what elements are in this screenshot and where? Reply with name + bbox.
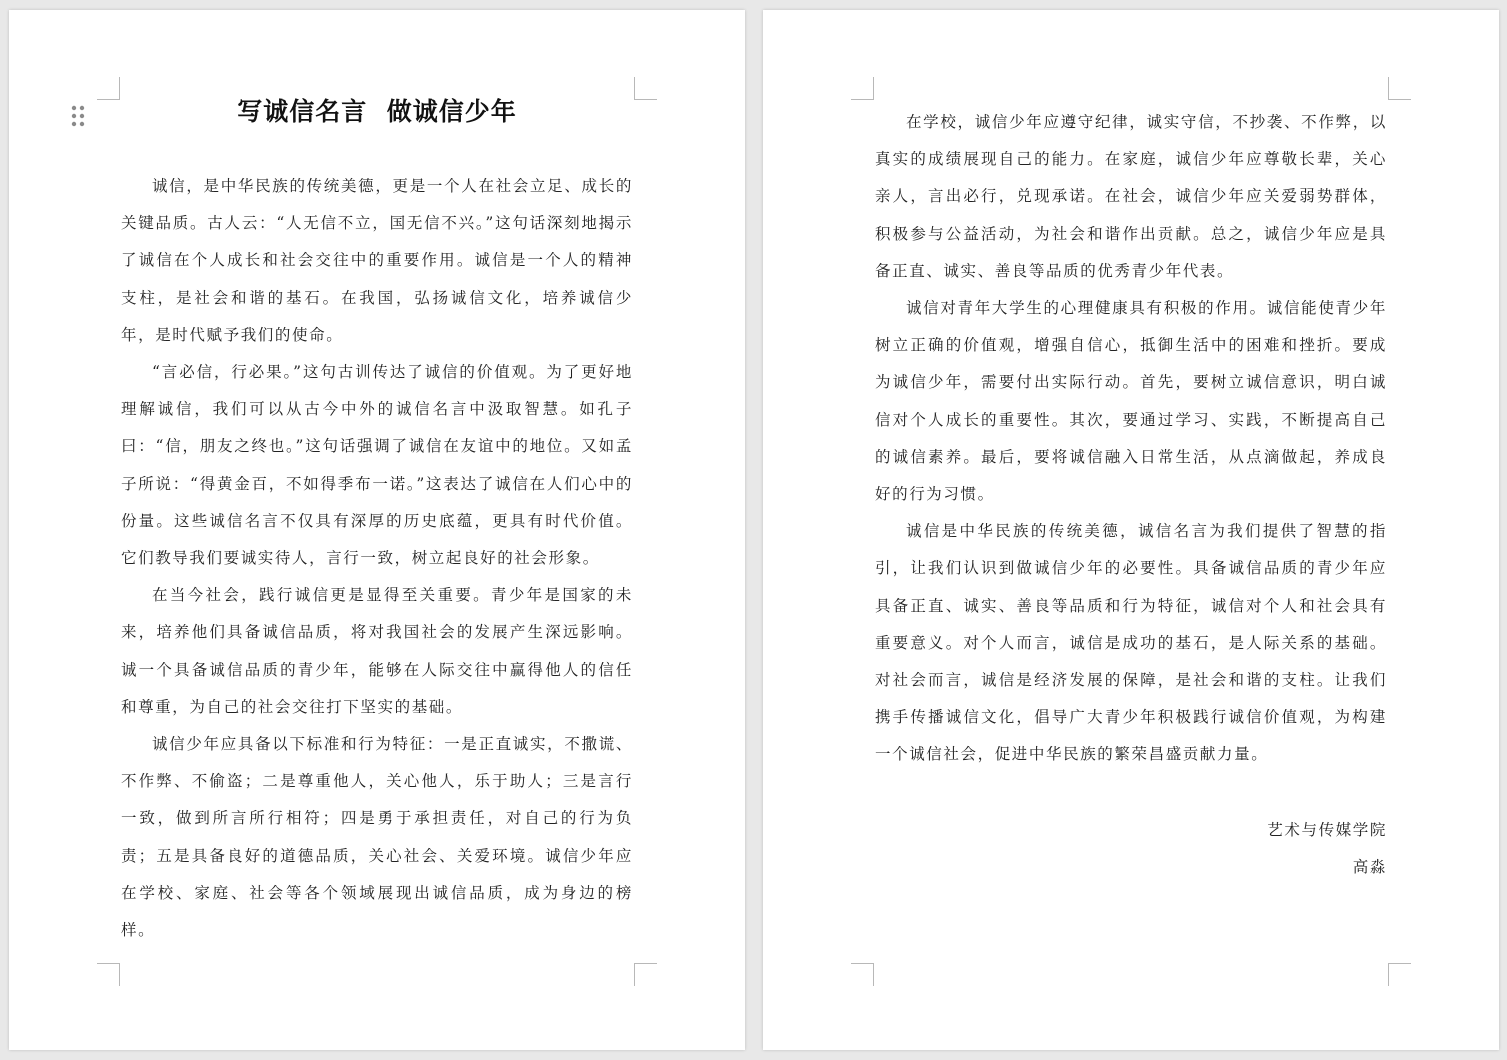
margin-corner-top-left (851, 77, 874, 100)
margin-corner-top-right (1388, 77, 1411, 100)
paragraph[interactable]: 在学校，诚信少年应遵守纪律，诚实守信，不抄袭、不作弊，以真实的成绩展现自己的能力。在家庭，诚信少年应尊敬长辈，关心亲人，言出必行，兑现承诺。在社会，诚信少年应关爱弱势群体，积极参与公益活动，为社会和谐作出贡献。总之，诚信少年应是具备正直、诚实、善良等品质的优秀青少年代表。 (875, 113, 1387, 280)
drag-handle-icon[interactable] (71, 105, 85, 127)
document-page-2[interactable] (763, 10, 1499, 1050)
margin-corner-top-right (634, 77, 657, 100)
paragraph[interactable]: “言必信，行必果。”这句古训传达了诚信的价值观。为了更好地理解诚信，我们可以从古今中外的诚信名言中汲取智慧。如孔子曰：“信，朋友之终也。”这句话强调了诚信在友谊中的地位。又如孟子所说：“得黄金百，不如得季布一诺。”这表达了诚信在人们心中的份量。这些诚信名言不仅具有深厚的历史底蕴，更具有时代价值。它们教导我们要诚实待人，言行一致，树立起良好的社会形象。 (121, 363, 633, 568)
paragraph[interactable]: 在当今社会，践行诚信更是显得至关重要。青少年是国家的未来，培养他们具备诚信品质，将对我国社会的发展产生深远影响。诚一个具备诚信品质的青少年，能够在人际交往中赢得他人的信任和尊重，为自己的社会交往打下坚实的基础。 (121, 586, 633, 716)
margin-corner-bottom-right (634, 963, 657, 986)
signature-organization[interactable]: 艺术与传媒学院 (1267, 820, 1387, 839)
margin-corner-top-left (97, 77, 120, 100)
document-page-1[interactable] (9, 10, 745, 1050)
page-1-body[interactable] (121, 94, 633, 949)
signature-block (875, 812, 1387, 886)
paragraph[interactable]: 诚信对青年大学生的心理健康具有积极的作用。诚信能使青少年树立正确的价值观，增强自信心，抵御生活中的困难和挫折。要成为诚信少年，需要付出实际行动。首先，要树立诚信意识，明白诚信对个人成长的重要性。其次，要通过学习、实践，不断提高自己的诚信素养。最后，要将诚信融入日常生活，从点滴做起，养成良好的行为习惯。 (875, 299, 1387, 504)
margin-corner-bottom-left (851, 963, 874, 986)
margin-corner-bottom-right (1388, 963, 1411, 986)
margin-corner-bottom-left (97, 963, 120, 986)
paragraph[interactable]: 诚信是中华民族的传统美德，诚信名言为我们提供了智慧的指引，让我们认识到做诚信少年的必要性。具备诚信品质的青少年应具备正直、诚实、善良等品质和行为特征，诚信对个人和社会具有重要意义。对个人而言，诚信是成功的基石，是人际关系的基础。对社会而言，诚信是经济发展的保障，是社会和谐的支柱。让我们携手传播诚信文化，倡导广大青少年积极践行诚信价值观，为构建一个诚信社会，促进中华民族的繁荣昌盛贡献力量。 (875, 522, 1387, 764)
paragraph[interactable]: 诚信少年应具备以下标准和行为特征：一是正直诚实，不撒谎、不作弊、不偷盗；二是尊重他人，关心他人，乐于助人；三是言行一致，做到所言所行相符；四是勇于承担责任，对自己的行为负责；五是具备良好的道德品质，关心社会、关爱环境。诚信少年应在学校、家庭、社会等各个领域展现出诚信品质，成为身边的榜样。 (121, 735, 633, 940)
page-2-body[interactable] (875, 104, 1387, 886)
signature-author[interactable]: 高淼 (1352, 857, 1387, 876)
document-title[interactable]: 写诚信名言 做诚信少年 (237, 97, 517, 126)
paragraph[interactable]: 诚信，是中华民族的传统美德，更是一个人在社会立足、成长的关键品质。古人云：“人无信不立，国无信不兴。”这句话深刻地揭示了诚信在个人成长和社会交往中的重要作用。诚信是一个人的精神支柱，是社会和谐的基石。在我国，弘扬诚信文化，培养诚信少年，是时代赋予我们的使命。 (121, 177, 633, 344)
